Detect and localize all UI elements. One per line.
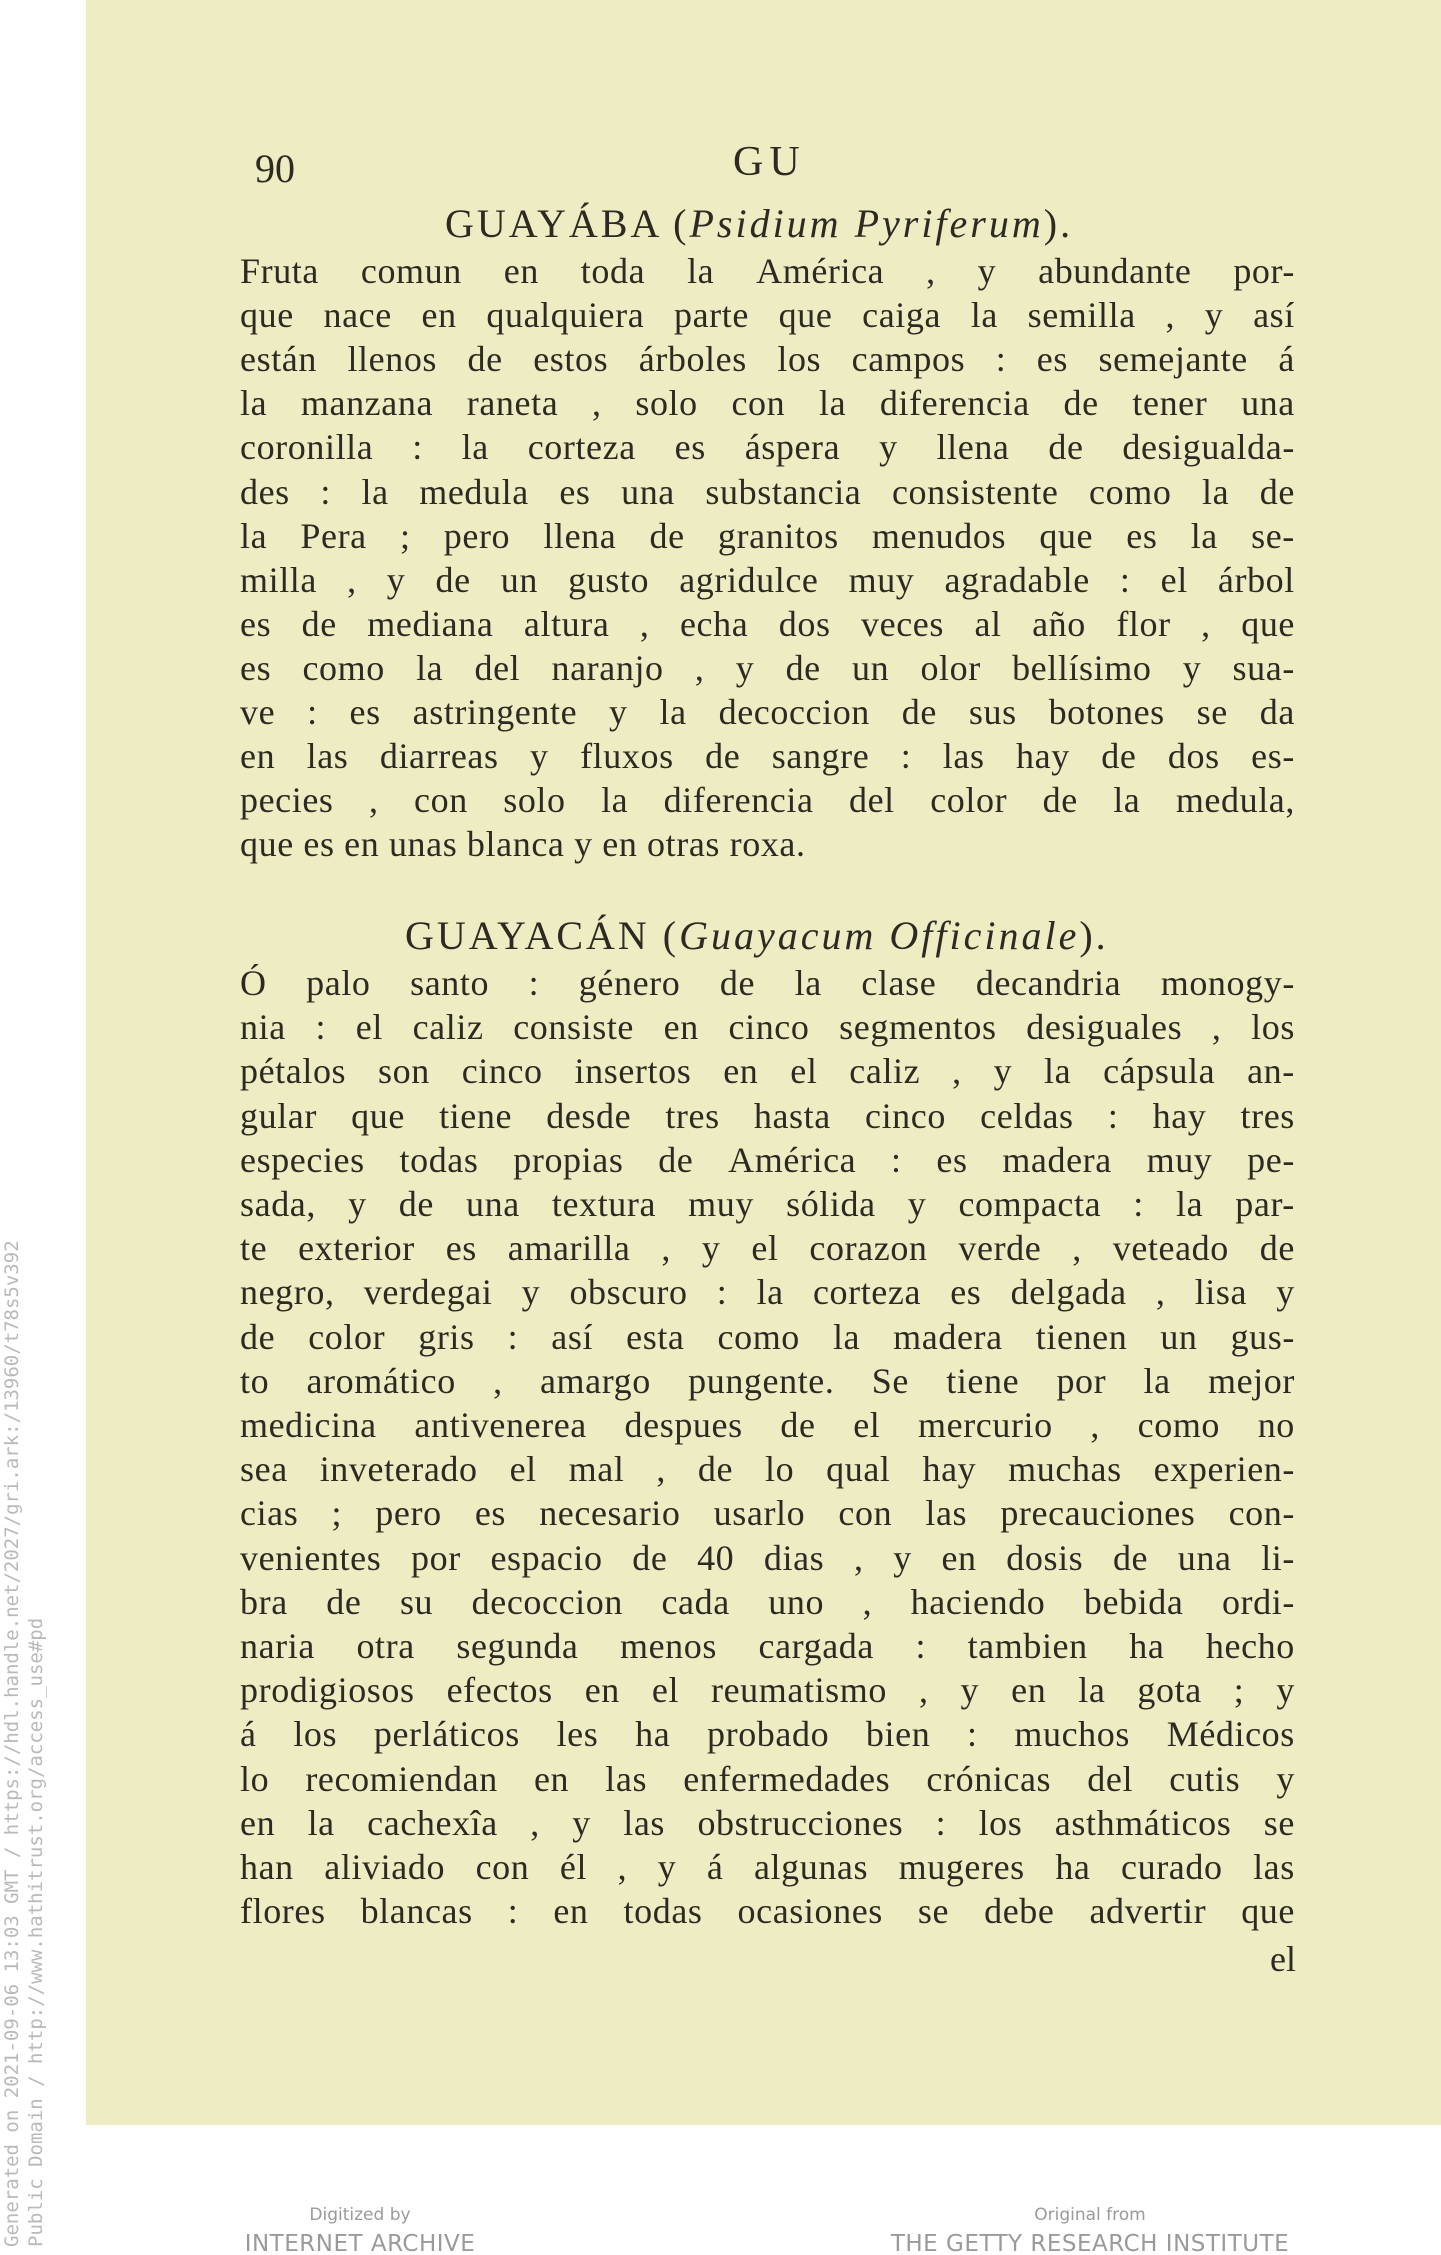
footer-left-big: INTERNET ARCHIVE [244, 2231, 476, 2255]
entry-heading-guayaba [445, 200, 1073, 247]
text-line: Ó palo santo : género de la clase decandria monogy- [240, 963, 1295, 1003]
text-line: han aliviado con él , y á algunas mugeres ha curado las [240, 1847, 1295, 1887]
footer-original-from [880, 2205, 1300, 2255]
text-line: sea inveterado el mal , de lo qual hay muchas experien- [240, 1449, 1295, 1490]
text-line: la manzana raneta , solo con la diferencia de tener una [240, 383, 1295, 424]
text-line: milla , y de un gusto agridulce muy agradable : el árbol [240, 559, 1295, 600]
catchword: el [1270, 1939, 1296, 1979]
text-line: lo recomiendan en las enfermedades crónicas del cutis y [240, 1758, 1295, 1799]
text-line: bra de su decoccion cada uno , haciendo bebida ordi- [240, 1581, 1295, 1622]
text-line: venientes por espacio de 40 dias , y en dosis de una li- [240, 1537, 1295, 1578]
text-line: es como la del naranjo , y de un olor bellísimo y sua- [240, 647, 1295, 688]
text-line: flores blancas : en todas ocasiones se debe advertir que [240, 1891, 1295, 1932]
text-line: coronilla : la corteza es áspera y llena de desigualda- [240, 427, 1295, 468]
text-line: en la cachexîa , y las obstrucciones : los asthmáticos se [240, 1802, 1295, 1843]
footer-right-small: Original from [1034, 2205, 1146, 2225]
heading-tail: ). [1043, 201, 1074, 246]
text-line: especies todas propias de América : es madera muy pe- [240, 1139, 1295, 1180]
text-line: ve : es astringente y la decoccion de sus botones se da [240, 692, 1295, 732]
text-line: están llenos de estos árboles los campos : es semejante á [240, 339, 1295, 380]
text-line: Fruta comun en toda la América , y abundante por- [240, 251, 1295, 291]
footer-digitized-by [240, 2205, 480, 2255]
text-line: negro, verdegai y obscuro : la corteza es delgada , lisa y [240, 1272, 1295, 1313]
text-line: gular que tiene desde tres hasta cinco celdas : hay tres [240, 1095, 1295, 1136]
text-line: medicina antivenerea despues de el mercurio , como no [240, 1405, 1295, 1445]
entry-heading-guayacan [405, 912, 1109, 959]
text-line: la Pera ; pero llena de granitos menudos que es la se- [240, 515, 1295, 556]
text-line: to aromático , amargo pungente. Se tiene por la mejor [240, 1360, 1295, 1401]
footer-left-small: Digitized by [309, 2205, 411, 2225]
text-line: te exterior es amarilla , y el corazon verde , veteado de [240, 1228, 1295, 1269]
text-line: prodigiosos efectos en el reumatismo , y en la gota ; y [240, 1670, 1295, 1711]
page-number: 90 [255, 146, 295, 191]
running-head: GU [733, 139, 806, 185]
hathitrust-watermark [0, 1115, 48, 2255]
text-line: en las diarreas y fluxos de sangre : las hay de dos es- [240, 736, 1295, 777]
watermark-line-1: Generated on 2021-09-06 13:03 GMT / https://hdl.handle.net/2027/gri.ark:/13960/t78s5v392 [1, 1240, 23, 2247]
text-line: que nace en qualquiera parte que caiga la semilla , y así [240, 295, 1295, 336]
watermark-line-2: Public Domain / http://www.hathitrust.org/access_use#pd [25, 1617, 47, 2247]
text-line: naria otra segunda menos cargada : tambien ha hecho [240, 1626, 1295, 1666]
heading-latin: Guayacum Officinale [679, 913, 1080, 958]
text-line: es de mediana altura , echa dos veces al año flor , que [240, 603, 1295, 644]
text-line: que es en unas blanca y en otras roxa. [240, 824, 806, 865]
text-line: des : la medula es una substancia consistente como la de [240, 471, 1295, 512]
text-line: nia : el caliz consiste en cinco segmentos desiguales , los [240, 1007, 1295, 1048]
text-line: pecies , con solo la diferencia del color de la medula, [240, 780, 1295, 821]
text-line: sada, y de una textura muy sólida y compacta : la par- [240, 1184, 1295, 1224]
text-line: á los perláticos les ha probado bien : muchos Médicos [240, 1714, 1295, 1755]
text-line: pétalos son cinco insertos en el caliz , y la cápsula an- [240, 1051, 1295, 1092]
heading-tail: ). [1079, 913, 1109, 958]
text-line: de color gris : así esta como la madera tienen un gus- [240, 1316, 1295, 1357]
footer-right-big: THE GETTY RESEARCH INSTITUTE [890, 2231, 1290, 2255]
heading-latin: Psidium Pyriferum [689, 201, 1044, 246]
text-line: cias ; pero es necesario usarlo con las precauciones con- [240, 1493, 1295, 1534]
heading-term: GUAYACÁN ( [405, 913, 680, 958]
heading-term: GUAYÁBA ( [445, 201, 690, 246]
